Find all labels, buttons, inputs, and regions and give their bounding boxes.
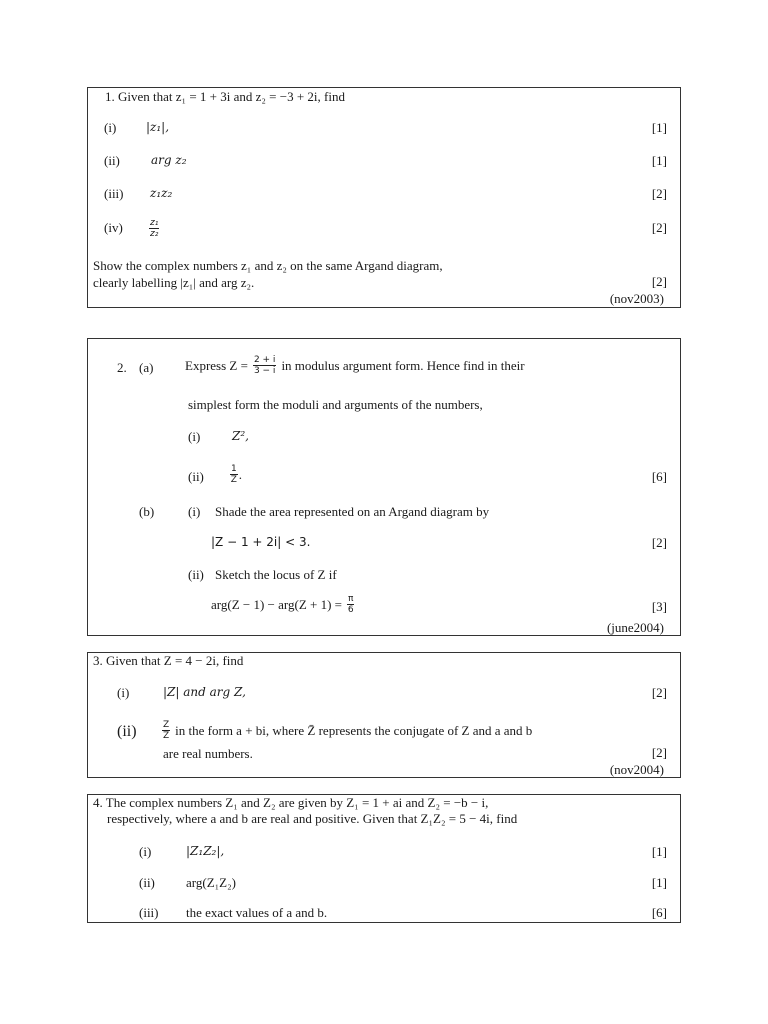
numerator: Z bbox=[163, 720, 170, 730]
q1-part-text: arg z₂ bbox=[151, 153, 187, 167]
q2-suffix: . bbox=[238, 467, 242, 482]
numerator: π bbox=[348, 594, 354, 604]
q4-part-marks: [6] bbox=[651, 905, 667, 920]
q2-source: (june2004) bbox=[606, 620, 664, 635]
q3-part-marks: [2] bbox=[651, 685, 667, 700]
q3-stem: 3. Given that Z = 4 − 2i, find bbox=[93, 653, 244, 668]
q1-part-label: (ii) bbox=[104, 153, 120, 168]
q3-conjugate-line bbox=[162, 720, 532, 741]
q1-part-label: (i) bbox=[104, 120, 117, 135]
q2-a-marks: [6] bbox=[651, 469, 667, 484]
q2-number: 2. bbox=[117, 360, 127, 375]
q1-part-text: z₁z₂ bbox=[150, 186, 173, 200]
q2-a-label: (a) bbox=[139, 360, 154, 375]
q2-b-part-label: (i) bbox=[188, 504, 201, 519]
q3-part-text: |Z| and arg Z, bbox=[163, 685, 246, 699]
q2-b-part-text: Sketch the locus of Z if bbox=[215, 567, 337, 582]
q2-express-line bbox=[185, 355, 525, 376]
q2-locus-line bbox=[211, 594, 354, 615]
q3-conjugate-fraction bbox=[162, 720, 170, 741]
denominator: 3 − i bbox=[253, 366, 276, 376]
q2-a-part-label: (ii) bbox=[188, 469, 204, 484]
q1-part-text: |z₁|, bbox=[146, 120, 170, 134]
q2-a-part-label: (i) bbox=[188, 429, 201, 444]
q4-part-label: (ii) bbox=[139, 875, 155, 890]
q2-fraction bbox=[253, 355, 277, 376]
q1-part-marks: [1] bbox=[651, 120, 667, 135]
denominator: z₂ bbox=[150, 229, 159, 239]
q1-part-marks: [1] bbox=[651, 153, 667, 168]
q2-b-marks: [3] bbox=[651, 599, 667, 614]
denominator: 6 bbox=[347, 605, 354, 615]
q3-part-label: (ii) bbox=[117, 723, 137, 740]
q1-extra-line2: clearly labelling |z₁| and arg z₂. bbox=[93, 275, 255, 290]
q1-part-label: (iii) bbox=[104, 186, 124, 201]
q4-stem-line2: respectively, where a and b are real and positive. Given that Z₁Z₂ = 5 − 4i, find bbox=[107, 811, 518, 826]
q3-part-marks: [2] bbox=[651, 745, 667, 760]
q2-b-marks: [2] bbox=[651, 535, 667, 550]
numerator: 1 bbox=[231, 464, 237, 474]
q1-part-label: (iv) bbox=[104, 220, 123, 235]
q2-line2: simplest form the moduli and arguments of the numbers, bbox=[188, 397, 483, 412]
q2-a-part-text: Z², bbox=[232, 429, 249, 443]
q2-b-part-label: (ii) bbox=[188, 567, 204, 582]
q4-part-text: |Z₁Z₂|, bbox=[186, 844, 225, 858]
q2-express-rest: in modulus argument form. Hence find in their bbox=[281, 358, 525, 373]
q2-b-expr: |Z − 1 + 2i| < 3. bbox=[211, 535, 311, 549]
q1-fraction bbox=[149, 218, 159, 239]
question-2-box bbox=[87, 338, 681, 636]
q2-reciprocal-fraction bbox=[230, 464, 238, 485]
q2-b-part-text: Shade the area represented on an Argand diagram by bbox=[215, 504, 490, 519]
denominator: Z̄ bbox=[163, 731, 170, 741]
q3-part-text: in the form a + bi, where Z̄ represents the conjugate of Z and a and b bbox=[175, 723, 533, 738]
q4-part-text: arg(Z₁Z₂) bbox=[186, 875, 236, 890]
numerator: z₁ bbox=[150, 218, 159, 228]
q2-pi-fraction bbox=[347, 594, 354, 615]
q3-part-text2: are real numbers. bbox=[163, 746, 253, 761]
q4-part-marks: [1] bbox=[651, 844, 667, 859]
q2-b-label: (b) bbox=[139, 504, 155, 519]
q1-part-marks: [2] bbox=[651, 186, 667, 201]
q1-extra-line1: Show the complex numbers z₁ and z₂ on the same Argand diagram, bbox=[93, 258, 443, 273]
q1-source: (nov2003) bbox=[609, 291, 664, 306]
q2-reciprocal-line bbox=[230, 464, 242, 485]
q4-part-label: (i) bbox=[139, 844, 152, 859]
q4-part-marks: [1] bbox=[651, 875, 667, 890]
q4-stem-line1: 4. The complex numbers Z₁ and Z₂ are given by Z₁ = 1 + ai and Z₂ = −b − i, bbox=[93, 795, 489, 810]
q1-part-marks: [2] bbox=[651, 220, 667, 235]
q3-source: (nov2004) bbox=[609, 762, 664, 777]
q2-express: Express Z = bbox=[185, 358, 248, 373]
denominator: Z bbox=[230, 475, 237, 485]
q2-b-expr: arg(Z − 1) − arg(Z + 1) = bbox=[211, 597, 343, 612]
q1-extra-marks: [2] bbox=[651, 274, 667, 289]
q4-part-text: the exact values of a and b. bbox=[186, 905, 328, 920]
q4-part-label: (iii) bbox=[139, 905, 159, 920]
q3-part-label: (i) bbox=[117, 685, 130, 700]
q1-stem: 1. Given that z₁ = 1 + 3i and z₂ = −3 + 2i, find bbox=[105, 89, 345, 104]
numerator: 2 + i bbox=[253, 355, 276, 365]
